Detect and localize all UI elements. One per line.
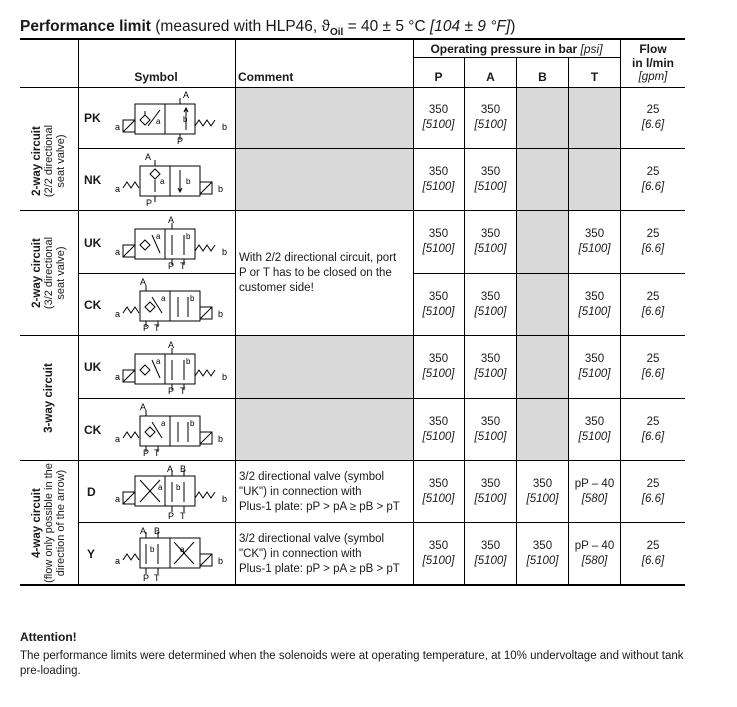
table-bottom-border (20, 584, 685, 586)
header-flow: Flow in l/min [gpm] (632, 42, 674, 83)
svg-text:b: b (190, 294, 195, 303)
value-cell-t: 350 [5100] (578, 353, 611, 380)
svg-text:b: b (186, 177, 191, 186)
svg-text:a: a (180, 545, 185, 554)
row-code: CK (84, 423, 102, 437)
svg-text:b: b (222, 494, 228, 504)
svg-text:b: b (222, 122, 228, 132)
svg-text:a: a (161, 419, 166, 428)
value-cell-a: 350 [5100] (474, 228, 507, 255)
group-label-2way-22: 2-way circuit (2/2 directional seat valve) (31, 124, 67, 198)
svg-text:a: a (115, 184, 121, 194)
value-cell-flow: 25 [6.6] (641, 353, 665, 380)
comment-2way-32: With 2/2 directional circuit, port P or T has to be closed on the customer side! (239, 252, 397, 294)
value-cell-t: 350 [5100] (578, 290, 611, 318)
value-cell-p: 350 [5100] (422, 104, 455, 131)
value-cell-a: 350 [5100] (474, 539, 507, 567)
comment-y: 3/2 directional valve (symbol "CK") in connection with Plus-1 plate: pP > pA ≥ pB > pT (239, 533, 400, 575)
svg-text:P: P (146, 198, 153, 208)
svg-text:a: a (156, 232, 161, 241)
header-comment: Comment (238, 70, 294, 84)
svg-text:A: A (168, 215, 175, 225)
svg-text:b: b (218, 556, 224, 566)
value-cell-a: 350 [5100] (474, 415, 507, 443)
value-cell-b: 350 [5100] (526, 477, 559, 505)
svg-text:b: b (190, 419, 195, 428)
svg-text:A: A (140, 277, 147, 287)
svg-text:a: a (115, 247, 121, 257)
svg-text:b: b (183, 115, 188, 124)
row-code: CK (84, 298, 102, 312)
value-cell-t: pP – 40 [580] (574, 477, 615, 505)
value-cell-flow: 25 [6.6] (641, 477, 665, 505)
valve-symbol-pk (110, 90, 234, 146)
value-cell-b: 350 [5100] (526, 539, 559, 567)
value-cell-flow: 25 [6.6] (641, 415, 665, 443)
valve-symbol-d (110, 464, 234, 520)
value-cell-p: 350 [5100] (422, 353, 455, 380)
group-label-2way-32: 2-way circuit (3/2 directional seat valve) (31, 236, 67, 310)
header-symbol: Symbol (134, 70, 178, 84)
value-cell-b (517, 274, 568, 335)
valve-symbol-uk-3way (110, 340, 234, 396)
value-cell-flow: 25 [6.6] (641, 165, 665, 193)
header-col-t: T (590, 70, 599, 84)
value-cell-t: 350 [5100] (578, 228, 611, 255)
svg-text:b: b (150, 545, 155, 554)
value-cell-b (517, 149, 568, 210)
header-col-a: A (486, 70, 495, 84)
svg-text:T: T (154, 573, 160, 582)
row-code: NK (84, 173, 102, 187)
value-cell-p: 350 [5100] (422, 228, 455, 255)
table-top-border (20, 38, 685, 40)
group-label-3way: 3-way circuit (43, 363, 55, 433)
col-line (78, 40, 79, 585)
valve-symbol-ck-2way (110, 277, 234, 333)
svg-text:a: a (115, 494, 121, 504)
row-code: UK (84, 236, 102, 250)
svg-text:A: A (167, 464, 174, 474)
svg-text:A: A (168, 340, 175, 350)
svg-text:a: a (115, 309, 121, 319)
value-cell-a: 350 [5100] (474, 353, 507, 380)
svg-text:a: a (156, 357, 161, 366)
value-cell-p: 350 [5100] (422, 290, 455, 318)
value-cell-p: 350 [5100] (422, 539, 455, 567)
svg-text:a: a (156, 117, 161, 126)
svg-text:a: a (115, 122, 121, 132)
value-cell-b (517, 211, 568, 273)
value-cell-a: 350 [5100] (474, 477, 507, 505)
row-code: PK (84, 111, 101, 125)
svg-text:T: T (180, 386, 186, 396)
svg-text:B: B (180, 464, 187, 474)
attention-note: The performance limits were determined when the solenoids were at operating temperature, at 10% undervoltage and without tank pre-loading. (20, 650, 684, 677)
svg-text:A: A (145, 152, 152, 162)
header-operating-pressure: Operating pressure in bar [psi] (430, 41, 603, 56)
value-cell-b (517, 399, 568, 460)
svg-text:P: P (177, 136, 184, 146)
svg-text:T: T (180, 261, 186, 271)
svg-text:b: b (186, 357, 191, 366)
shaded-comment-pk-nk (235, 88, 413, 210)
value-cell-flow: 25 [6.6] (641, 290, 665, 318)
header-col-p: P (434, 70, 443, 84)
value-cell-b (517, 336, 568, 398)
value-cell-a: 350 [5100] (474, 104, 507, 131)
svg-text:T: T (154, 323, 160, 333)
svg-text:B: B (154, 526, 161, 536)
value-cell-t (569, 88, 620, 148)
value-cell-flow: 25 [6.6] (641, 539, 665, 567)
page-title: Performance limit (measured with HLP46, $ϑ_{Oil} = 40 \pm 5$ °C [104 ± 9 °F]) (20, 18, 516, 39)
svg-text:b: b (222, 247, 228, 257)
svg-text:b: b (222, 372, 228, 382)
value-cell-flow: 25 [6.6] (641, 228, 665, 255)
svg-text:a: a (115, 556, 121, 566)
header-col-b: B (538, 70, 547, 84)
value-cell-t: pP – 40 [580] (574, 539, 615, 567)
svg-text:a: a (115, 372, 121, 382)
value-cell-flow: 25 [6.6] (641, 104, 665, 131)
svg-text:a: a (161, 294, 166, 303)
row-line (78, 273, 235, 274)
group-label-4way: 4-way circuit (flow only possible in the direction of the arrow) (31, 463, 67, 583)
comment-d: 3/2 directional valve (symbol "UK") in connection with Plus-1 plate: pP > pA ≥ pB > pT (239, 471, 400, 513)
svg-text:A: A (183, 90, 190, 100)
svg-text:P: P (143, 448, 150, 458)
value-cell-p: 350 [5100] (422, 165, 455, 193)
col-line (235, 40, 236, 585)
svg-text:P: P (168, 386, 175, 396)
value-cell-a: 350 [5100] (474, 165, 507, 193)
value-cell-b (517, 88, 568, 148)
row-code: Y (87, 547, 96, 561)
value-cell-t: 350 [5100] (578, 415, 611, 443)
svg-text:b: b (176, 483, 181, 492)
value-cell-t (569, 149, 620, 210)
svg-text:T: T (154, 448, 160, 458)
svg-text:A: A (140, 526, 147, 536)
svg-text:P: P (143, 323, 150, 333)
svg-text:P: P (168, 261, 175, 271)
valve-symbol-nk (110, 152, 234, 208)
row-code: D (87, 485, 96, 499)
svg-text:a: a (160, 177, 165, 186)
svg-text:b: b (218, 434, 224, 444)
svg-text:b: b (218, 309, 224, 319)
valve-symbol-ck-3way (110, 402, 234, 458)
svg-text:a: a (115, 434, 121, 444)
svg-text:b: b (186, 232, 191, 241)
valve-symbol-uk-2way (110, 215, 234, 271)
svg-text:T: T (180, 511, 186, 520)
svg-text:b: b (218, 184, 224, 194)
svg-text:a: a (158, 483, 163, 492)
value-cell-a: 350 [5100] (474, 290, 507, 318)
attention-heading: Attention! (20, 630, 77, 644)
valve-symbol-y (110, 526, 234, 582)
svg-text:P: P (168, 511, 175, 520)
value-cell-p: 350 [5100] (422, 477, 455, 505)
value-cell-p: 350 [5100] (422, 415, 455, 443)
row-code: UK (84, 360, 102, 374)
svg-text:P: P (143, 573, 150, 582)
svg-text:A: A (140, 402, 147, 412)
